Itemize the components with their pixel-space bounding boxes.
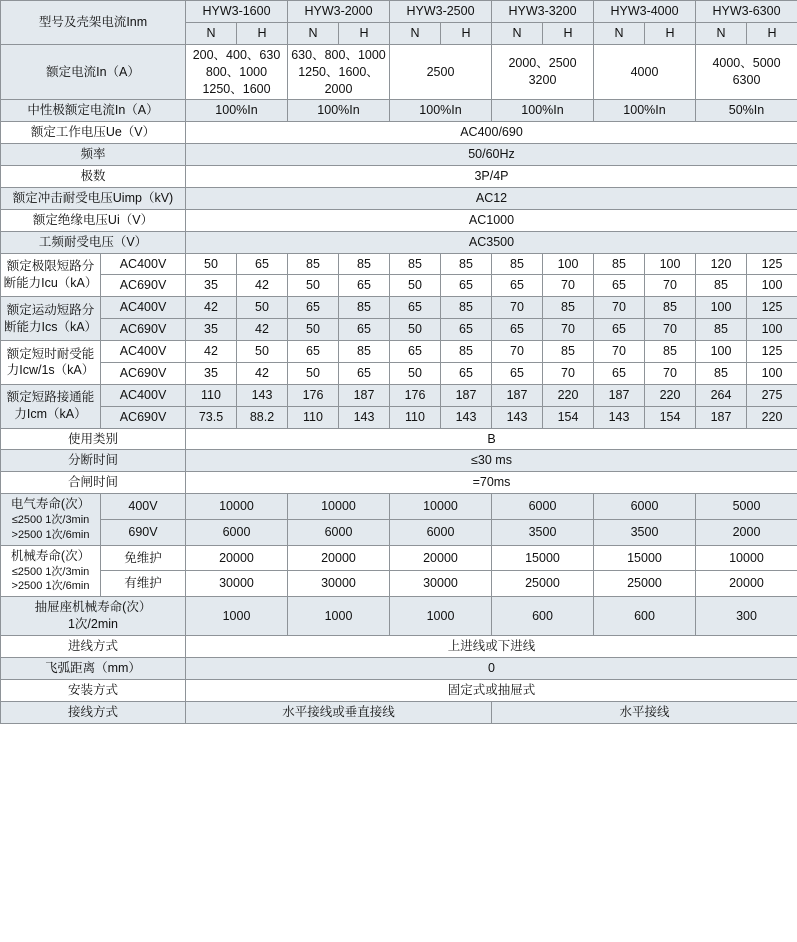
breaking-value-4-2-11: 187	[696, 406, 747, 428]
rated-current-value-4: 2000、2500 3200	[492, 44, 594, 100]
breaking-value-3-1-12: 125	[747, 341, 797, 363]
breaking-value-3-2-6: 65	[441, 362, 492, 384]
life-value-2-2-4: 25000	[492, 571, 594, 597]
breaking-value-3-2-12: 100	[747, 362, 797, 384]
wiring-row	[1, 701, 797, 723]
life-value-2-2-2: 30000	[288, 571, 390, 597]
spec-label-simple_rows-1: 额定工作电压Ue（V）	[1, 122, 186, 144]
model-header-3: HYW3-2500	[390, 1, 492, 23]
spec-value-simple_rows-4: AC12	[186, 187, 797, 209]
variant-header-3-n: N	[390, 22, 441, 44]
variant-header-1-h: H	[237, 22, 288, 44]
breaking-value-1-1-10: 100	[645, 253, 696, 275]
breaking-value-1-1-5: 85	[390, 253, 441, 275]
breaking-value-3-2-9: 65	[594, 362, 645, 384]
breaking-value-3-2-5: 50	[390, 362, 441, 384]
drawer-life-value-3: 1000	[390, 597, 492, 636]
breaking-value-4-2-2: 88.2	[237, 406, 288, 428]
spec-value-simple_rows_3-3: 固定式或抽屉式	[186, 679, 797, 701]
breaking-value-3-1-7: 70	[492, 341, 543, 363]
life-value-2-2-3: 30000	[390, 571, 492, 597]
breaking-value-3-2-4: 65	[339, 362, 390, 384]
life-value-1-1-5: 6000	[594, 494, 696, 520]
breaking-row-1-1	[1, 253, 797, 275]
variant-header-2-n: N	[288, 22, 339, 44]
breaking-value-2-1-12: 125	[747, 297, 797, 319]
breaking-value-4-1-7: 187	[492, 384, 543, 406]
breaking-row-1-2	[1, 275, 797, 297]
variant-header-4-h: H	[543, 22, 594, 44]
model-header-5: HYW3-4000	[594, 1, 696, 23]
breaking-value-1-1-3: 85	[288, 253, 339, 275]
model-header-1: HYW3-1600	[186, 1, 288, 23]
breaking-value-3-2-3: 50	[288, 362, 339, 384]
life-row-1-1	[1, 494, 797, 520]
breaking-value-2-2-2: 42	[237, 319, 288, 341]
breaking-row-4-2	[1, 406, 797, 428]
breaking-value-2-2-11: 85	[696, 319, 747, 341]
spec-row-simple_rows_2-3	[1, 472, 797, 494]
breaking-group-label-1: 额定极限短路分断能力Icu（kA）	[1, 253, 101, 297]
breaking-value-2-1-3: 65	[288, 297, 339, 319]
breaking-value-2-1-9: 70	[594, 297, 645, 319]
neutral-current-row	[1, 100, 797, 122]
breaking-value-1-1-4: 85	[339, 253, 390, 275]
breaking-value-3-1-4: 85	[339, 341, 390, 363]
spec-value-simple_rows-2: 50/60Hz	[186, 144, 797, 166]
breaking-value-1-1-2: 65	[237, 253, 288, 275]
breaking-value-3-2-2: 42	[237, 362, 288, 384]
spec-label-simple_rows_3-2: 飞弧距离（mm）	[1, 657, 186, 679]
variant-header-1-n: N	[186, 22, 237, 44]
neutral-current-value-5: 100%In	[594, 100, 696, 122]
breaking-value-1-2-11: 85	[696, 275, 747, 297]
breaking-value-4-1-9: 187	[594, 384, 645, 406]
breaking-value-4-2-1: 73.5	[186, 406, 237, 428]
variant-header-6-n: N	[696, 22, 747, 44]
breaking-value-1-2-3: 50	[288, 275, 339, 297]
life-value-1-1-3: 10000	[390, 494, 492, 520]
breaking-sub-label-4-1: AC400V	[101, 384, 186, 406]
life-value-2-1-6: 10000	[696, 545, 797, 571]
life-row-2-1	[1, 545, 797, 571]
neutral-current-value-2: 100%In	[288, 100, 390, 122]
breaking-value-1-2-10: 70	[645, 275, 696, 297]
breaking-group-label-4: 额定短路接通能力Icm（kA）	[1, 384, 101, 428]
breaking-value-1-1-11: 120	[696, 253, 747, 275]
breaking-value-4-1-8: 220	[543, 384, 594, 406]
breaking-value-2-1-8: 85	[543, 297, 594, 319]
breaking-value-4-1-2: 143	[237, 384, 288, 406]
life-value-2-1-3: 20000	[390, 545, 492, 571]
breaking-value-2-1-6: 85	[441, 297, 492, 319]
breaking-value-2-2-3: 50	[288, 319, 339, 341]
breaking-value-4-2-6: 143	[441, 406, 492, 428]
model-header-6: HYW3-6300	[696, 1, 797, 23]
breaking-row-4-1	[1, 384, 797, 406]
life-value-1-2-4: 3500	[492, 519, 594, 545]
spec-label-simple_rows_3-1: 进线方式	[1, 636, 186, 658]
rated-current-value-6: 4000、5000 6300	[696, 44, 797, 100]
spec-row-simple_rows-1	[1, 122, 797, 144]
breaking-value-1-1-7: 85	[492, 253, 543, 275]
spec-label-simple_rows-2: 频率	[1, 144, 186, 166]
breaking-value-3-2-1: 35	[186, 362, 237, 384]
rated-current-value-3: 2500	[390, 44, 492, 100]
breaking-value-4-1-1: 110	[186, 384, 237, 406]
spec-label-simple_rows_2-2: 分断时间	[1, 450, 186, 472]
life-value-1-1-1: 10000	[186, 494, 288, 520]
breaking-value-4-1-10: 220	[645, 384, 696, 406]
breaking-sub-label-2-2: AC690V	[101, 319, 186, 341]
spec-value-simple_rows-6: AC3500	[186, 231, 797, 253]
spec-row-simple_rows-3	[1, 166, 797, 188]
spec-value-simple_rows_3-1: 上进线或下进线	[186, 636, 797, 658]
life-value-2-2-1: 30000	[186, 571, 288, 597]
rated-current-label: 额定电流In（A）	[1, 44, 186, 100]
model-header-2: HYW3-2000	[288, 1, 390, 23]
neutral-current-value-3: 100%In	[390, 100, 492, 122]
breaking-group-label-2: 额定运动短路分断能力Ics（kA）	[1, 297, 101, 341]
breaking-value-3-1-2: 50	[237, 341, 288, 363]
variant-header-2-h: H	[339, 22, 390, 44]
life-row-2-2	[1, 571, 797, 597]
breaking-value-2-1-5: 65	[390, 297, 441, 319]
rated-current-value-5: 4000	[594, 44, 696, 100]
life-value-2-2-6: 20000	[696, 571, 797, 597]
spec-row-simple_rows_3-3	[1, 679, 797, 701]
header-row-label: 型号及壳架电流Inm	[1, 1, 186, 45]
breaking-value-2-1-4: 85	[339, 297, 390, 319]
life-row-1-2	[1, 519, 797, 545]
breaking-value-4-2-10: 154	[645, 406, 696, 428]
breaking-row-3-2	[1, 362, 797, 384]
header-row-models	[1, 1, 797, 23]
breaking-value-2-1-7: 70	[492, 297, 543, 319]
drawer-life-value-2: 1000	[288, 597, 390, 636]
spec-value-simple_rows-3: 3P/4P	[186, 166, 797, 188]
breaking-value-4-2-12: 220	[747, 406, 797, 428]
breaking-value-1-2-9: 65	[594, 275, 645, 297]
breaking-value-4-2-8: 154	[543, 406, 594, 428]
variant-header-6-h: H	[747, 22, 797, 44]
breaking-value-4-1-6: 187	[441, 384, 492, 406]
breaking-value-4-2-7: 143	[492, 406, 543, 428]
drawer-life-value-1: 1000	[186, 597, 288, 636]
spec-label-simple_rows-6: 工频耐受电压（V）	[1, 231, 186, 253]
breaking-value-4-1-3: 176	[288, 384, 339, 406]
variant-header-5-h: H	[645, 22, 696, 44]
breaking-value-2-2-10: 70	[645, 319, 696, 341]
breaking-group-label-3: 额定短时耐受能力Icw/1s（kA）	[1, 341, 101, 385]
life-value-2-1-1: 20000	[186, 545, 288, 571]
breaking-value-4-2-5: 110	[390, 406, 441, 428]
breaking-value-2-1-2: 50	[237, 297, 288, 319]
breaking-value-4-1-11: 264	[696, 384, 747, 406]
breaking-value-3-1-10: 85	[645, 341, 696, 363]
drawer-life-value-4: 600	[492, 597, 594, 636]
breaking-sub-label-2-1: AC400V	[101, 297, 186, 319]
breaking-value-3-2-11: 85	[696, 362, 747, 384]
breaking-value-4-1-5: 176	[390, 384, 441, 406]
life-value-2-1-4: 15000	[492, 545, 594, 571]
breaking-value-3-1-11: 100	[696, 341, 747, 363]
spec-row-simple_rows-4	[1, 187, 797, 209]
variant-header-4-n: N	[492, 22, 543, 44]
breaking-value-4-1-12: 275	[747, 384, 797, 406]
life-sub-label-1-2: 690V	[101, 519, 186, 545]
breaking-value-1-1-1: 50	[186, 253, 237, 275]
breaking-value-1-2-2: 42	[237, 275, 288, 297]
life-value-1-2-3: 6000	[390, 519, 492, 545]
breaking-value-1-2-8: 70	[543, 275, 594, 297]
breaking-value-2-2-1: 35	[186, 319, 237, 341]
breaking-value-3-1-5: 65	[390, 341, 441, 363]
life-group-label-1: 电气寿命(次） ≤2500 1次/3min >2500 1次/6min	[1, 494, 101, 546]
spec-label-simple_rows_3-3: 安装方式	[1, 679, 186, 701]
breaking-value-4-1-4: 187	[339, 384, 390, 406]
breaking-value-1-2-6: 65	[441, 275, 492, 297]
life-sub-label-2-2: 有维护	[101, 571, 186, 597]
breaking-value-1-2-4: 65	[339, 275, 390, 297]
life-group-label-2: 机械寿命(次） ≤2500 1次/3min >2500 1次/6min	[1, 545, 101, 597]
breaking-value-3-2-10: 70	[645, 362, 696, 384]
breaking-value-1-1-6: 85	[441, 253, 492, 275]
spec-row-simple_rows-2	[1, 144, 797, 166]
spec-row-simple_rows-5	[1, 209, 797, 231]
breaking-value-1-2-12: 100	[747, 275, 797, 297]
breaking-value-2-2-9: 65	[594, 319, 645, 341]
breaking-value-2-1-1: 42	[186, 297, 237, 319]
rated-current-value-2: 630、800、1000 1250、1600、2000	[288, 44, 390, 100]
breaking-sub-label-1-1: AC400V	[101, 253, 186, 275]
life-value-2-2-5: 25000	[594, 571, 696, 597]
spec-label-simple_rows_2-3: 合闸时间	[1, 472, 186, 494]
life-value-1-2-2: 6000	[288, 519, 390, 545]
spec-value-simple_rows-5: AC1000	[186, 209, 797, 231]
breaking-value-4-2-9: 143	[594, 406, 645, 428]
spec-value-simple_rows_2-3: =70ms	[186, 472, 797, 494]
breaking-value-1-1-12: 125	[747, 253, 797, 275]
life-value-1-1-2: 10000	[288, 494, 390, 520]
breaking-value-1-2-7: 65	[492, 275, 543, 297]
life-value-1-2-6: 2000	[696, 519, 797, 545]
drawer-life-label: 抽屉座机械寿命(次） 1次/2min	[1, 597, 186, 636]
breaking-row-2-2	[1, 319, 797, 341]
rated-current-row	[1, 44, 797, 100]
breaking-sub-label-4-2: AC690V	[101, 406, 186, 428]
breaking-value-3-1-8: 85	[543, 341, 594, 363]
breaking-sub-label-3-2: AC690V	[101, 362, 186, 384]
breaking-value-2-2-4: 65	[339, 319, 390, 341]
spec-row-simple_rows-6	[1, 231, 797, 253]
spec-row-simple_rows_2-1	[1, 428, 797, 450]
spec-row-simple_rows_2-2	[1, 450, 797, 472]
spec-label-simple_rows-4: 额定冲击耐受电压Uimp（kV)	[1, 187, 186, 209]
neutral-current-value-4: 100%In	[492, 100, 594, 122]
neutral-current-value-6: 50%In	[696, 100, 797, 122]
model-header-4: HYW3-3200	[492, 1, 594, 23]
spec-value-simple_rows_2-2: ≤30 ms	[186, 450, 797, 472]
wiring-value-left: 水平接线或垂直接线	[186, 701, 492, 723]
spec-value-simple_rows-1: AC400/690	[186, 122, 797, 144]
neutral-current-label: 中性极额定电流In（A）	[1, 100, 186, 122]
neutral-current-value-1: 100%In	[186, 100, 288, 122]
life-sub-label-1-1: 400V	[101, 494, 186, 520]
breaking-value-2-2-7: 65	[492, 319, 543, 341]
life-value-1-1-4: 6000	[492, 494, 594, 520]
life-value-2-1-5: 15000	[594, 545, 696, 571]
breaking-value-4-2-4: 143	[339, 406, 390, 428]
spec-value-simple_rows_2-1: B	[186, 428, 797, 450]
life-value-1-1-6: 5000	[696, 494, 797, 520]
breaking-value-3-2-7: 65	[492, 362, 543, 384]
breaking-sub-label-1-2: AC690V	[101, 275, 186, 297]
breaking-value-1-1-8: 100	[543, 253, 594, 275]
breaking-row-3-1	[1, 341, 797, 363]
breaking-value-4-2-3: 110	[288, 406, 339, 428]
spec-label-simple_rows-3: 极数	[1, 166, 186, 188]
wiring-label: 接线方式	[1, 701, 186, 723]
breaking-value-3-1-1: 42	[186, 341, 237, 363]
breaking-value-2-1-11: 100	[696, 297, 747, 319]
spec-row-simple_rows_3-2	[1, 657, 797, 679]
breaking-value-3-1-3: 65	[288, 341, 339, 363]
life-value-2-1-2: 20000	[288, 545, 390, 571]
variant-header-5-n: N	[594, 22, 645, 44]
life-sub-label-2-1: 免维护	[101, 545, 186, 571]
breaking-value-2-2-6: 65	[441, 319, 492, 341]
breaking-value-2-1-10: 85	[645, 297, 696, 319]
breaking-value-3-1-6: 85	[441, 341, 492, 363]
breaking-value-3-1-9: 70	[594, 341, 645, 363]
drawer-life-row	[1, 597, 797, 636]
breaking-value-2-2-12: 100	[747, 319, 797, 341]
breaking-sub-label-3-1: AC400V	[101, 341, 186, 363]
variant-header-3-h: H	[441, 22, 492, 44]
breaking-value-1-2-1: 35	[186, 275, 237, 297]
breaking-value-1-1-9: 85	[594, 253, 645, 275]
breaking-value-2-2-5: 50	[390, 319, 441, 341]
breaking-value-2-2-8: 70	[543, 319, 594, 341]
spec-label-simple_rows-5: 额定绝缘电压Ui（V）	[1, 209, 186, 231]
breaking-row-2-1	[1, 297, 797, 319]
rated-current-value-1: 200、400、630 800、1000 1250、1600	[186, 44, 288, 100]
life-value-1-2-5: 3500	[594, 519, 696, 545]
spec-value-simple_rows_3-2: 0	[186, 657, 797, 679]
life-value-1-2-1: 6000	[186, 519, 288, 545]
drawer-life-value-5: 600	[594, 597, 696, 636]
spec-label-simple_rows_2-1: 使用类别	[1, 428, 186, 450]
spec-row-simple_rows_3-1	[1, 636, 797, 658]
wiring-value-right: 水平接线	[492, 701, 797, 723]
breaking-value-3-2-8: 70	[543, 362, 594, 384]
drawer-life-value-6: 300	[696, 597, 797, 636]
breaking-value-1-2-5: 50	[390, 275, 441, 297]
